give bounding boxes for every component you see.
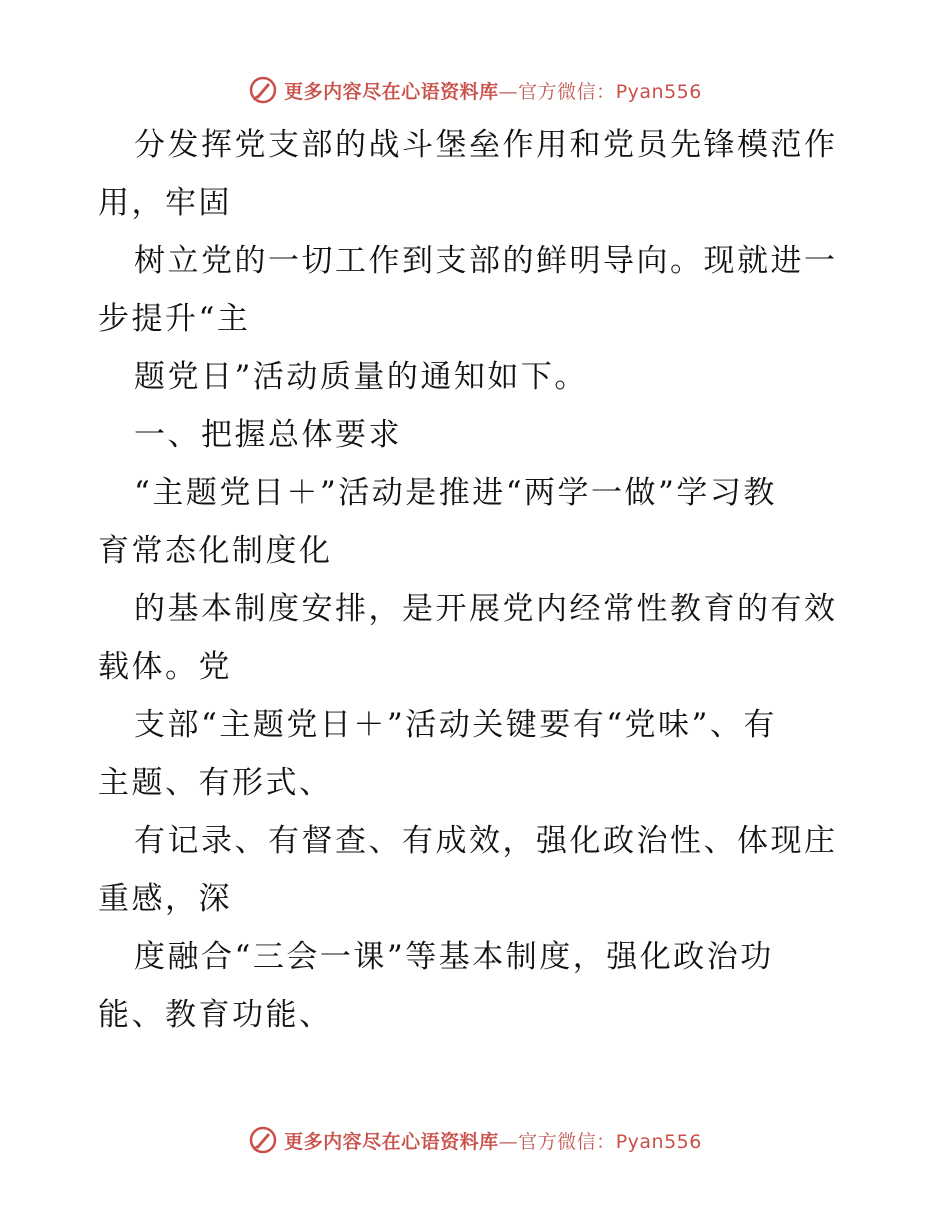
text-line: 步提升“主 [98, 301, 251, 337]
text-line: 能、教育功能、 [98, 997, 333, 1033]
text-line: 度融合“三会一课”等基本制度，强化政治功 [134, 939, 774, 975]
quill-logo-icon [248, 75, 278, 105]
text-line: “主题党日＋”活动是推进“两学一做”学习教 [134, 475, 777, 511]
text-line: 分发挥党支部的战斗堡垒作用和党员先锋模范作 [134, 127, 838, 163]
text-line: 重感，深 [98, 881, 232, 917]
text-line: 育常态化制度化 [98, 533, 333, 569]
text-line: 有记录、有督查、有成效，强化政治性、体现庄 [134, 823, 838, 859]
text-line: 支部“主题党日＋”活动关键要有“党味”、有 [134, 707, 777, 743]
text-line: 主题、有形式、 [98, 765, 333, 801]
footer-watermark [0, 1120, 950, 1160]
quill-logo-icon [248, 1125, 278, 1155]
text-line: 的基本制度安排，是开展党内经常性教育的有效 [134, 591, 838, 627]
document-body [98, 116, 858, 1044]
section-heading: 一、把握总体要求 [134, 417, 402, 453]
text-line: 载体。党 [98, 649, 232, 685]
header-watermark [0, 70, 950, 110]
text-line: 树立党的一切工作到支部的鲜明导向。现就进一 [134, 243, 838, 279]
watermark-text: 更多内容尽在心语资料库—官方微信：Pyan556 [284, 80, 702, 103]
text-line: 题党日”活动质量的通知如下。 [134, 359, 588, 395]
text-line: 用，牢固 [98, 185, 232, 221]
watermark-text: 更多内容尽在心语资料库—官方微信：Pyan556 [284, 1130, 702, 1153]
